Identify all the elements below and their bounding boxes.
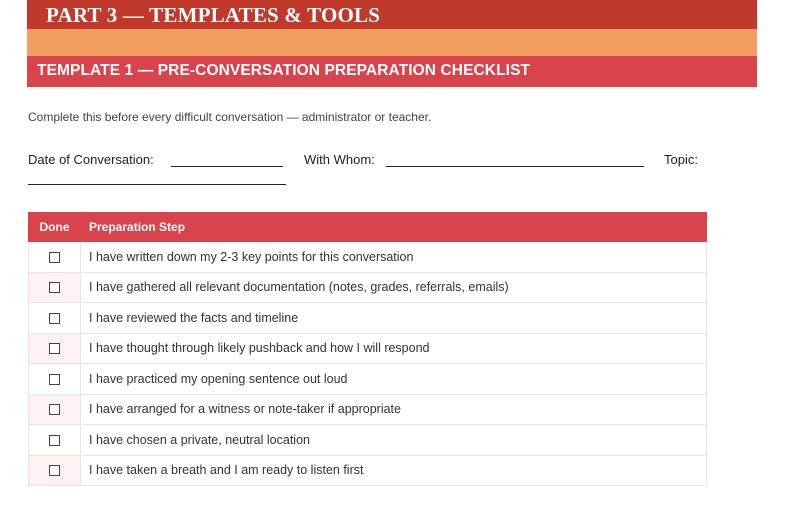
conversation-fields xyxy=(28,152,718,172)
table-row xyxy=(29,455,707,486)
template-title: TEMPLATE 1 — PRE-CONVERSATION PREPARATION CHECKLIST xyxy=(37,62,531,79)
table-row xyxy=(29,242,707,273)
topic-label: Topic: xyxy=(664,152,698,167)
done-column-header: Done xyxy=(29,213,81,242)
done-cell xyxy=(29,242,81,273)
step-text: I have reviewed the facts and timeline xyxy=(81,303,707,334)
with-whom-label: With Whom: xyxy=(304,152,375,167)
intro-text: Complete this before every difficult conversation — administrator or teacher. xyxy=(28,110,432,124)
table-row xyxy=(29,272,707,303)
checkbox[interactable] xyxy=(49,374,60,385)
topic-field[interactable] xyxy=(28,170,286,185)
checkbox[interactable] xyxy=(49,435,60,446)
table-row xyxy=(29,333,707,364)
table-row xyxy=(29,425,707,456)
part-title: PART 3 — TEMPLATES & TOOLS xyxy=(46,3,381,27)
table-row xyxy=(29,303,707,334)
step-text: I have written down my 2-3 key points for this conversation xyxy=(81,242,707,273)
part-banner xyxy=(27,0,757,29)
checkbox[interactable] xyxy=(49,465,60,476)
with-whom-field[interactable] xyxy=(386,152,644,167)
table-row xyxy=(29,394,707,425)
date-field[interactable] xyxy=(171,152,283,167)
table-row xyxy=(29,364,707,395)
step-text: I have practiced my opening sentence out loud xyxy=(81,364,707,395)
step-text: I have gathered all relevant documentation (notes, grades, referrals, emails) xyxy=(81,272,707,303)
done-cell xyxy=(29,272,81,303)
checkbox[interactable] xyxy=(49,404,60,415)
step-text: I have chosen a private, neutral location xyxy=(81,425,707,456)
template-banner xyxy=(27,56,757,87)
done-cell xyxy=(29,455,81,486)
done-cell xyxy=(29,303,81,334)
step-text: I have arranged for a witness or note-taker if appropriate xyxy=(81,394,707,425)
done-cell xyxy=(29,425,81,456)
checkbox[interactable] xyxy=(49,252,60,263)
done-cell xyxy=(29,364,81,395)
accent-band xyxy=(27,29,757,56)
checkbox[interactable] xyxy=(49,343,60,354)
date-label: Date of Conversation: xyxy=(28,152,154,167)
table-header-row xyxy=(29,213,707,242)
step-text: I have thought through likely pushback and how I will respond xyxy=(81,333,707,364)
checkbox[interactable] xyxy=(49,313,60,324)
step-text: I have taken a breath and I am ready to listen first xyxy=(81,455,707,486)
done-cell xyxy=(29,333,81,364)
step-column-header: Preparation Step xyxy=(81,213,707,242)
preparation-checklist-table xyxy=(28,212,707,486)
done-cell xyxy=(29,394,81,425)
checkbox[interactable] xyxy=(49,282,60,293)
